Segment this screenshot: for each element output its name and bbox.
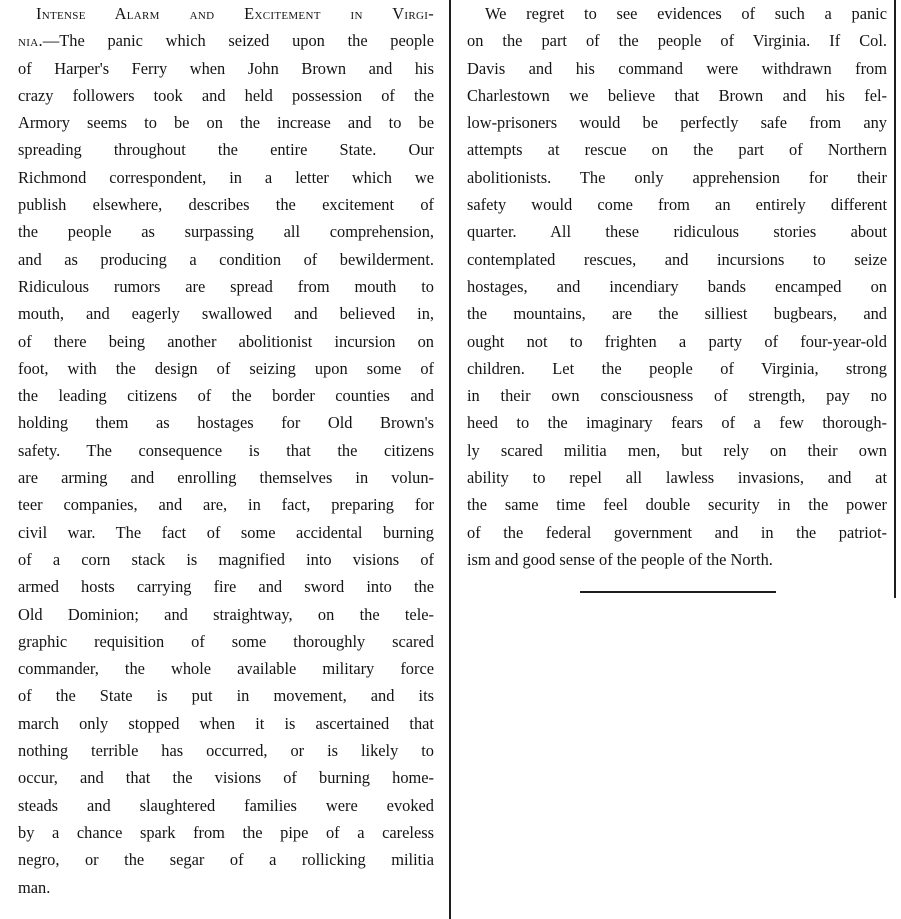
text-line: heed to the imaginary fears of a few thorough- [467,413,887,433]
text-line: quarter. All these ridiculous stories about [467,222,887,242]
column-rule-right [894,0,896,598]
text-line: man. [18,877,51,897]
text-line: mouth, and eagerly swallowed and believed in, [18,304,434,324]
text-line: steads and slaughtered families were evoked [18,795,434,815]
text-line: the leading citizens of the border counties and [18,386,434,406]
text-line: crazy followers took and held possession of the [18,85,434,105]
text-line: Richmond correspondent, in a letter which we [18,167,434,187]
text-line: Old Dominion; and straightway, on the tele- [18,604,434,624]
text-line: graphic requisition of some thoroughly scared [18,631,434,651]
text-line: the mountains, are the silliest bugbears, and [467,304,887,324]
article-heading: Intense Alarm and Excitement in Virgi- [36,4,434,23]
text-line: on the part of the people of Virginia. If Col. [467,31,887,51]
text-line: march only stopped when it is ascertained that [18,713,434,733]
text-line: armed hosts carrying fire and sword into the [18,577,434,597]
text-line: of the State is put in movement, and its [18,686,434,706]
text-line: foot, with the design of seizing upon some of [18,358,434,378]
text-line: ism and good sense of the people of the North. [467,549,773,569]
text-line: civil war. The fact of some accidental burning [18,522,434,542]
text-line: attempts at rescue on the part of Northern [467,140,887,160]
text-line: negro, or the segar of a rollicking militia [18,850,434,870]
text-line: and as producing a condition of bewilderment. [18,249,434,269]
opening-text: —The panic which seized upon the people [42,31,434,51]
heading-continuation: nia. [18,31,43,51]
text-line: by a chance spark from the pipe of a careless [18,822,434,842]
text-line: We regret to see evidences of such a panic [485,4,887,23]
text-line: Davis and his command were withdrawn from [467,58,887,78]
text-line: of Harper's Ferry when John Brown and his [18,58,434,78]
text-line: safety would come from an entirely different [467,195,887,215]
text-line: ability to repel all lawless invasions, and at [467,468,887,488]
text-line: of a corn stack is magnified into visions of [18,549,434,569]
text-line: ought not to frighten a party of four-year-old [467,331,887,351]
text-line: publish elsewhere, describes the excitement of [18,195,434,215]
text-line: in their own consciousness of strength, pay no [467,386,887,406]
text-line: abolitionists. The only apprehension for their [467,167,887,187]
text-line: Armory seems to be on the increase and to be [18,113,434,133]
heading-continuation-line [18,27,434,54]
text-line: Charlestown we believe that Brown and his fel- [467,85,887,105]
article-end-rule [580,591,776,593]
left-article-body [18,55,434,901]
text-line: commander, the whole available military force [18,659,434,679]
text-line: holding them as hostages for Old Brown's [18,413,434,433]
text-line: hostages, and incendiary bands encamped on [467,276,887,296]
text-line: contemplated rescues, and incursions to seize [467,249,887,269]
text-line: safety. The consequence is that the citizens [18,440,434,460]
text-line: nothing terrible has occurred, or is likely to [18,741,434,761]
right-column [467,0,887,573]
column-rule-middle [449,0,451,919]
text-line: of the federal government and in the patriot- [467,522,887,542]
text-line: the people as surpassing all comprehension, [18,222,434,242]
text-line: spreading throughout the entire State. Our [18,140,434,160]
text-line: children. Let the people of Virginia, strong [467,358,887,378]
text-line: teer companies, and are, in fact, preparing for [18,495,434,515]
text-line: are arming and enrolling themselves in volun- [18,468,434,488]
text-line: ly scared militia men, but rely on their own [467,440,887,460]
text-line: Ridiculous rumors are spread from mouth to [18,276,434,296]
text-line: occur, and that the visions of burning home- [18,768,434,788]
left-column [18,0,434,901]
text-line: of there being another abolitionist incursion on [18,331,434,351]
text-line: the same time feel double security in the power [467,495,887,515]
text-line: low-prisoners would be perfectly safe from any [467,113,887,133]
right-article-body [467,0,887,573]
